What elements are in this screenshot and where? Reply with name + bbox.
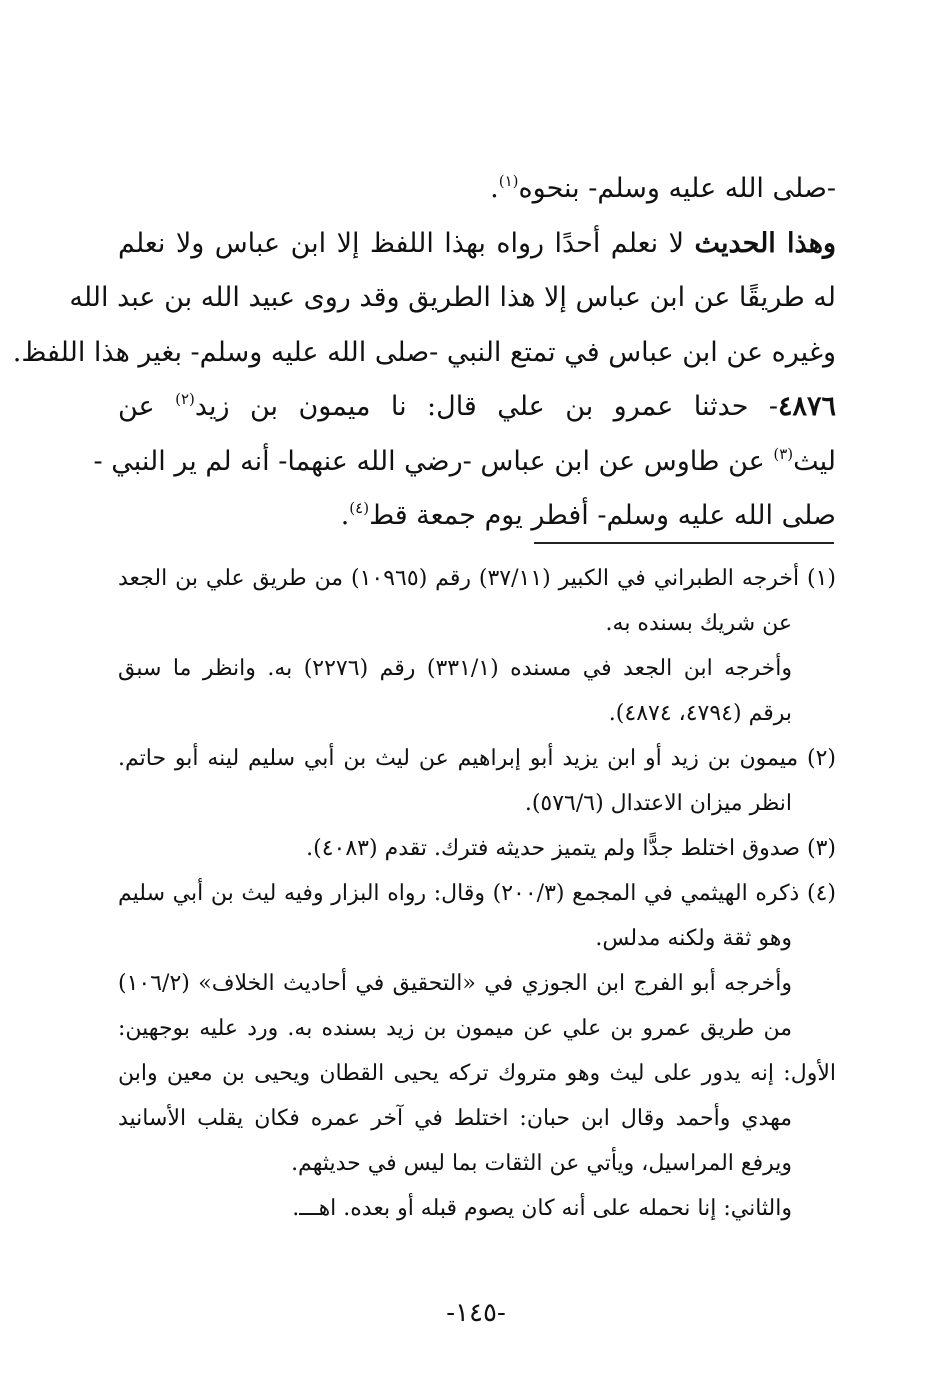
footnote-marker: (٢) — [175, 390, 195, 408]
main-line-4: وغيره عن ابن عباس في تمتع النبي -صلى الله عليه وسلم- بغير هذا اللفظ. — [12, 336, 836, 368]
page-number: -١٤٥- — [446, 1298, 506, 1328]
footnote-line: (١) أخرجه الطبراني في الكبير (٣٧/١١) رقم (١٠٩٦٥) من طريق علي بن الجعد — [118, 566, 836, 591]
footnote-divider — [534, 542, 834, 544]
bold-heading: وهذا الحديث — [694, 227, 836, 259]
footnote-line: برقم (٤٧٩٤، ٤٨٧٤). — [608, 701, 792, 726]
text-segment: ليث — [793, 445, 836, 477]
footnotes — [118, 556, 836, 1231]
text-segment: عن — [118, 391, 176, 422]
main-line-1 — [118, 162, 836, 217]
footnote-line: من طريق عمرو بن علي عن ميمون بن زيد بسنده به. ورد عليه بوجهين: — [118, 1016, 792, 1041]
text-segment: عن طاوس عن ابن عباس -رضي الله عنهما- أنه لم ير النبي - — [93, 445, 774, 477]
footnote-line: والثاني: إنا نحمله على أنه كان يصوم قبله أو بعده. اهـــ. — [292, 1196, 792, 1221]
footnote-marker: (٤) — [349, 499, 370, 517]
text-segment: . — [340, 500, 350, 531]
text-segment: لا نعلم أحدًا رواه بهذا اللفظ إلا ابن عباس ولا نعلم — [118, 227, 695, 259]
text-segment: - حدثنا عمرو بن علي قال: نا ميمون بن زيد — [194, 391, 778, 422]
footnote-line: وأخرجه أبو الفرج ابن الجوزي في «التحقيق في أحاديث الخلاف» (١٠٦/٢) — [118, 971, 792, 996]
footnote-line: انظر ميزان الاعتدال (٥٧٦/٦). — [524, 791, 792, 816]
footnote-marker: (٣) — [773, 444, 794, 463]
hadith-number: ٤٨٧٦ — [778, 391, 837, 422]
text-segment: صلى الله عليه وسلم- أفطر يوم جمعة قط — [369, 500, 836, 531]
main-line-3: له طريقًا عن ابن عباس إلا هذا الطريق وقد روى عبيد الله بن عبد الله — [69, 282, 836, 313]
footnote-line: ويرفع المراسيل، ويأتي عن الثقات بما ليس في حديثهم. — [291, 1151, 792, 1176]
text-segment: . — [490, 173, 499, 204]
footnote-marker: (١) — [498, 172, 519, 190]
main-line-2 — [118, 217, 836, 272]
main-text — [12, 162, 837, 544]
footnote-line: مهدي وأحمد وقال ابن حبان: اختلط في آخر عمره فكان يقلب الأسانيد — [118, 1106, 792, 1131]
footnote-line: الأول: إنه يدور على ليث وهو متروك تركه يحيى القطان ويحيى بن معين وابن — [118, 1061, 836, 1086]
footnote-line: (٤) ذكره الهيثمي في المجمع (٢٠٠/٣) وقال: رواه البزار وفيه ليث بن أبي سليم — [118, 881, 836, 906]
footnote-line: (٣) صدوق اختلط جدًّا ولم يتميز حديثه فترك. تقدم (٤٠٨٣). — [306, 836, 836, 861]
footnote-line: عن شريك بسنده به. — [605, 611, 792, 636]
footnote-line: وهو ثقة ولكنه مدلس. — [595, 926, 792, 951]
text-segment: -صلى الله عليه وسلم- بنحوه — [518, 173, 836, 204]
main-line-7 — [118, 489, 836, 544]
footnote-line: (٢) ميمون بن زيد أو ابن يزيد أبو إبراهيم عن ليث بن أبي سليم لينه أبو حاتم. — [118, 746, 836, 771]
main-line-5 — [118, 380, 836, 435]
main-line-6 — [93, 435, 836, 490]
footnote-line: وأخرجه ابن الجعد في مسنده (٣٣١/١) رقم (٢٢٧٦) به. وانظر ما سبق — [118, 656, 793, 681]
